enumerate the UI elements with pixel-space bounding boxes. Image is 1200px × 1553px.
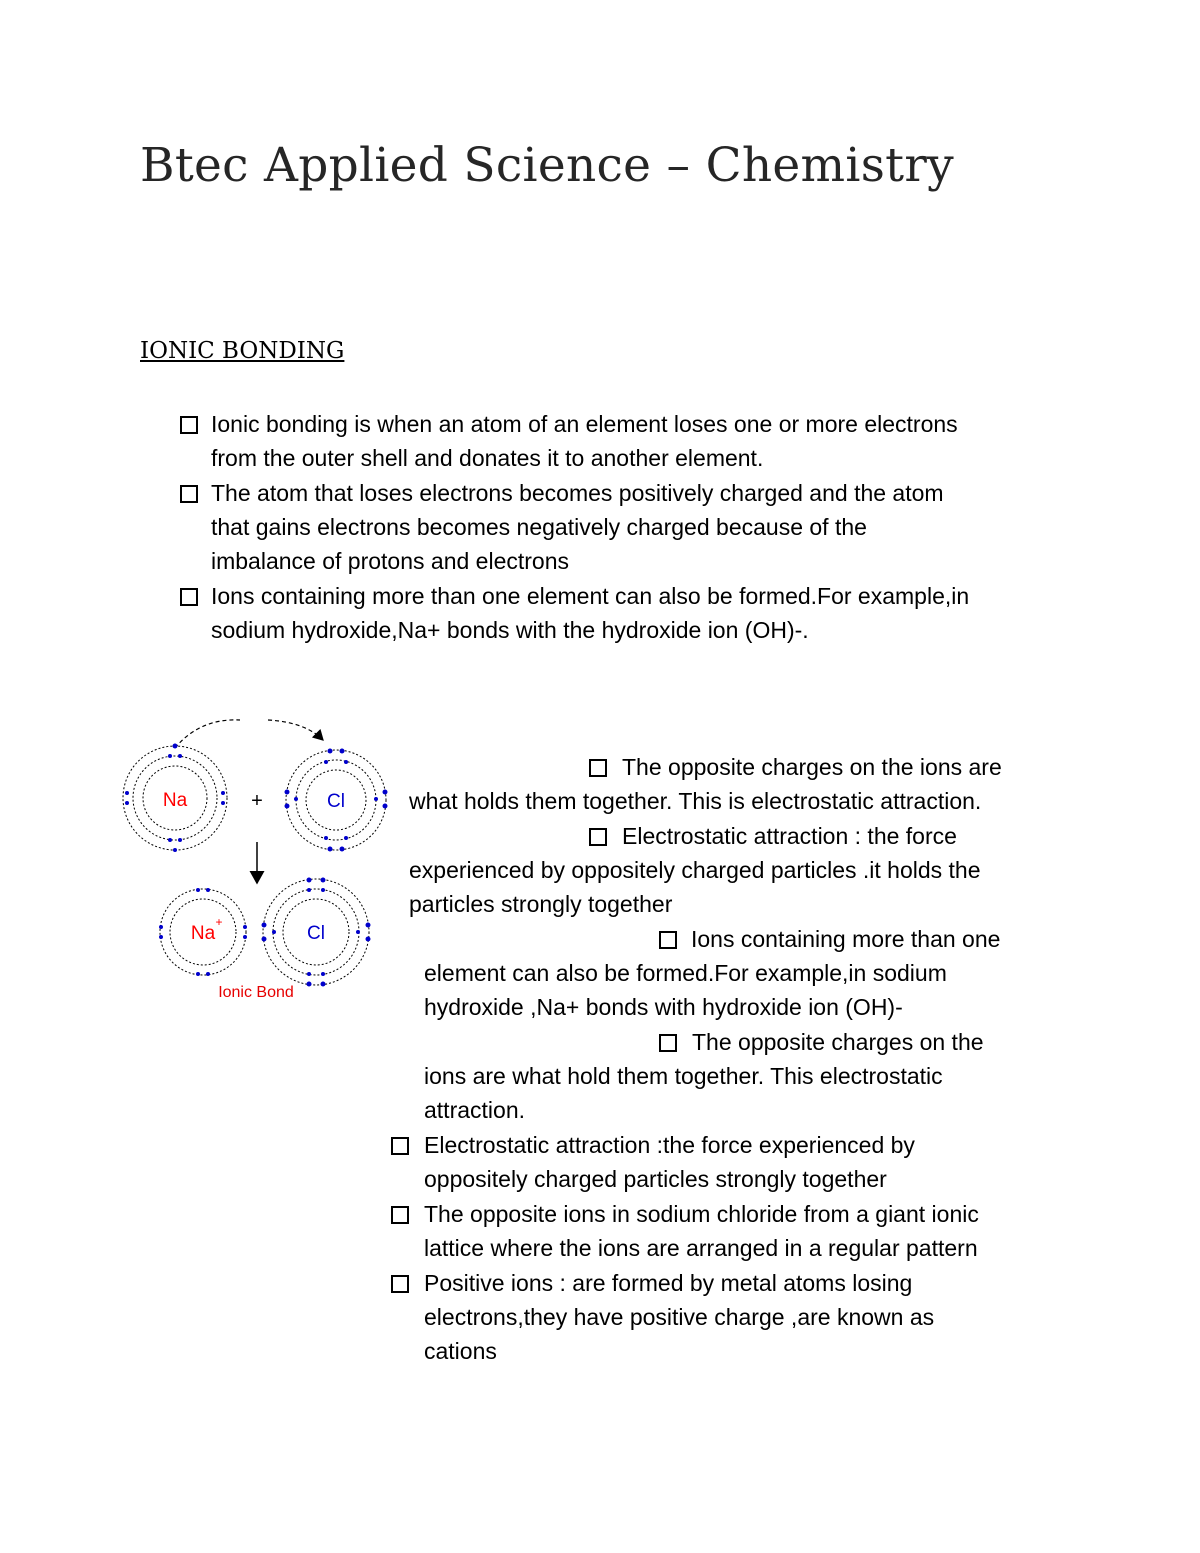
- section-heading: IONIC BONDING: [140, 338, 345, 364]
- chlorine-label: Cl: [327, 791, 345, 812]
- bullet-line: Ions containing more than one element can also be formed.For example,in: [211, 583, 970, 609]
- bullet-line: sodium hydroxide,Na+ bonds with the hydroxide ion (OH)-.: [211, 617, 809, 643]
- bullet-line: The opposite charges on the: [692, 1029, 984, 1055]
- electron-transfer-arrow-icon: [175, 720, 323, 748]
- chloride-ion: [262, 878, 371, 987]
- checkbox-bullet-icon: [391, 1275, 409, 1293]
- bullet-line: Ionic bonding is when an atom of an element loses one or more electrons: [211, 411, 958, 437]
- bullet-line: experienced by oppositely charged particles .it holds the: [409, 857, 981, 883]
- chlorine-atom: [285, 749, 388, 852]
- checkbox-bullet-icon: [589, 759, 607, 777]
- diagram-caption: Ionic Bond: [218, 984, 294, 1001]
- bullet-line: particles strongly together: [409, 891, 673, 917]
- bullet-line: Electrostatic attraction : the force: [622, 823, 957, 849]
- bullet-line: cations: [424, 1338, 497, 1364]
- bullet-line: element can also be formed.For example,in sodium: [424, 960, 947, 986]
- bullet-line: Positive ions : are formed by metal atoms losing: [424, 1270, 913, 1296]
- checkbox-bullet-icon: [659, 931, 677, 949]
- bullet-line: electrons,they have positive charge ,are known as: [424, 1304, 935, 1330]
- chloride-ion-label: Cl: [307, 923, 325, 944]
- sodium-ion: [159, 888, 247, 976]
- checkbox-bullet-icon: [659, 1034, 677, 1052]
- bullet-line: The atom that loses electrons becomes positively charged and the atom: [211, 480, 944, 506]
- bullet-line: hydroxide ,Na+ bonds with hydroxide ion (OH)-: [424, 994, 903, 1020]
- document-title: Btec Applied Science – Chemistry: [140, 138, 954, 193]
- sodium-label: Na: [162, 790, 188, 811]
- bullet-line: oppositely charged particles strongly together: [424, 1166, 887, 1192]
- bullet-line: The opposite charges on the ions are: [622, 754, 1002, 780]
- checkbox-bullet-icon: [180, 416, 198, 434]
- plus-sign: +: [251, 790, 263, 812]
- checkbox-bullet-icon: [180, 485, 198, 503]
- bullet-line: ions are what hold them together. This electrostatic: [424, 1063, 943, 1089]
- checkbox-bullet-icon: [589, 828, 607, 846]
- sodium-ion-label: Na: [190, 923, 216, 944]
- bullet-line: imbalance of protons and electrons: [211, 548, 569, 574]
- ionic-bond-diagram: [110, 710, 400, 1010]
- bullet-line: Ions containing more than one: [691, 926, 1001, 952]
- bullet-line: what holds them together. This is electrostatic attraction.: [409, 788, 982, 814]
- checkbox-bullet-icon: [391, 1137, 409, 1155]
- bullet-line: attraction.: [424, 1097, 525, 1123]
- bullet-line: Electrostatic attraction :the force experienced by: [424, 1132, 915, 1158]
- sodium-atom: [123, 744, 227, 853]
- checkbox-bullet-icon: [391, 1206, 409, 1224]
- sodium-ion-charge: +: [215, 915, 223, 929]
- bullet-line: that gains electrons becomes negatively charged because of the: [211, 514, 867, 540]
- checkbox-bullet-icon: [180, 588, 198, 606]
- bullet-line: lattice where the ions are arranged in a regular pattern: [424, 1235, 978, 1261]
- bullet-line: The opposite ions in sodium chloride from a giant ionic: [424, 1201, 979, 1227]
- bullet-line: from the outer shell and donates it to another element.: [211, 445, 764, 471]
